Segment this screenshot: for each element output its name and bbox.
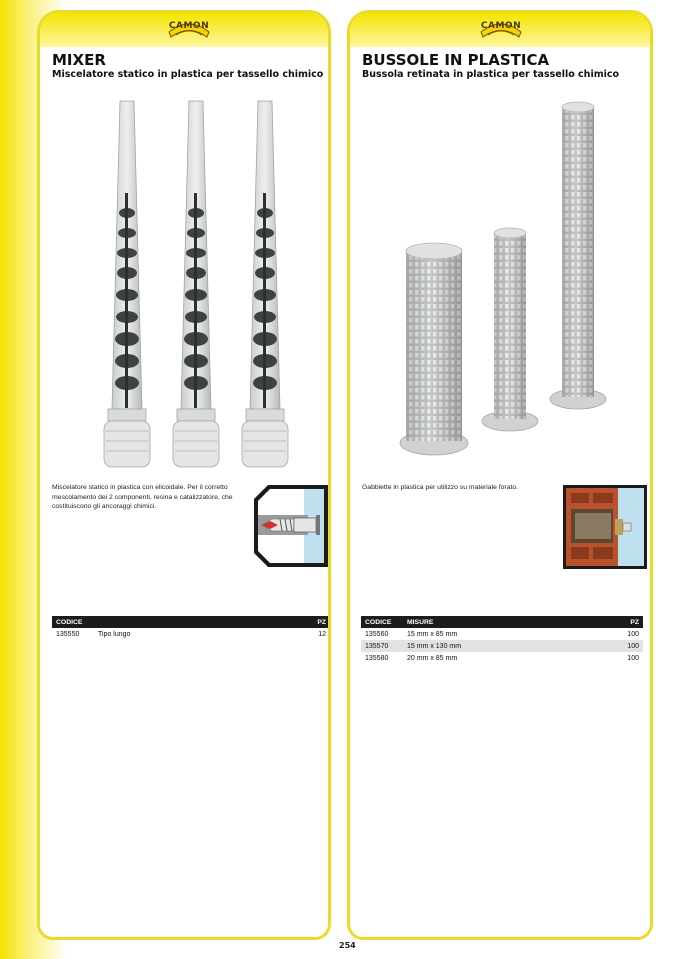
logo-text: CAMON [168, 21, 210, 31]
cell-desc: Tipo lungo [98, 630, 131, 638]
cell-size: 15 mm x 130 mm [403, 640, 585, 652]
bussole-panel [347, 10, 653, 940]
mesh-sleeve-long [550, 102, 606, 409]
column-header-code: CODICE [361, 616, 403, 628]
table-row [361, 652, 643, 664]
mesh-sleeves-photo [360, 93, 640, 478]
anchor-diagram [254, 485, 328, 567]
mixer-photo [50, 93, 320, 478]
cell-code: 135580 [365, 654, 389, 662]
table-row [361, 628, 643, 640]
product-code-table [361, 616, 643, 664]
cell-pz: 12 [318, 630, 326, 638]
mixer-tube [242, 101, 288, 467]
cell-pz: 100 [585, 640, 643, 652]
cell-pz: 100 [627, 630, 639, 638]
table-row [52, 628, 330, 640]
product-title: BUSSOLE IN PLASTICA [362, 51, 550, 69]
table-header-row [52, 616, 330, 628]
product-subtitle: Miscelatore statico in plastica per tassello chimico [52, 69, 324, 80]
cell-code: 135550 [56, 630, 80, 638]
cell-pz: 100 [627, 654, 639, 662]
product-code-table [52, 616, 330, 640]
mesh-sleeve-large [400, 243, 468, 455]
mixer-tube [104, 101, 150, 467]
page-number: 254 [339, 941, 356, 950]
mixer-tube [173, 101, 219, 467]
camon-logo [166, 18, 212, 40]
column-header-desc [94, 616, 261, 628]
logo-text: CAMON [480, 21, 522, 31]
column-header-size: MISURE [403, 616, 585, 628]
product-subtitle: Bussola retinata in plastica per tassello chimico [362, 69, 620, 80]
product-description: Gabbiette in plastica per utilizzo su materiale forato. [362, 484, 519, 491]
mesh-sleeve-medium [482, 228, 538, 431]
mixer-panel [37, 10, 331, 940]
cell-code: 135560 [365, 630, 389, 638]
hollow-brick-diagram [563, 485, 647, 569]
product-title: MIXER [52, 51, 106, 69]
cell-size: 20 mm x 85 mm [407, 654, 458, 662]
column-header-code: CODICE [52, 616, 94, 628]
product-description: Miscelatore statico in plastica con elicoidale. Per il corretto mescolamento dei 2 componenti, resina e catalizzatore, che costituiscono gli ancoraggi chimici. [52, 484, 233, 510]
cell-size: 15 mm x 85 mm [407, 630, 458, 638]
column-header-pz: PZ [585, 616, 643, 628]
column-header-pz: PZ [261, 616, 330, 628]
cell-code: 135570 [361, 640, 403, 652]
camon-logo [478, 18, 524, 40]
table-row [361, 640, 643, 652]
table-header-row [361, 616, 643, 628]
